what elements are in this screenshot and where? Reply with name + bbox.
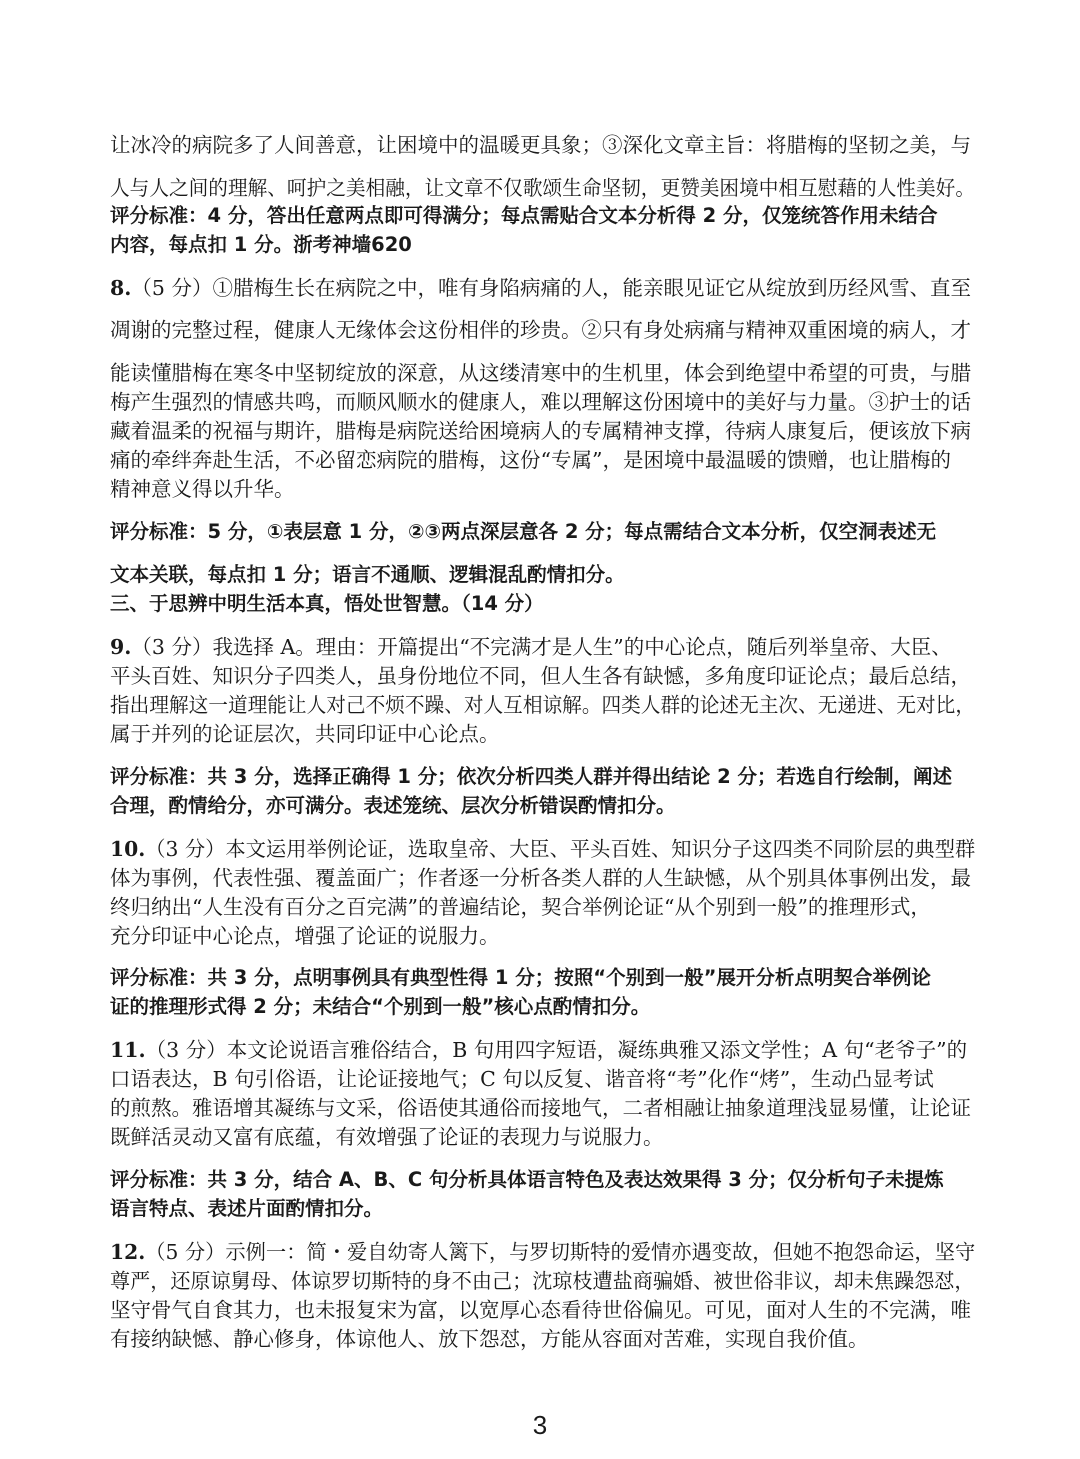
text-line xyxy=(110,690,975,720)
question-number: 8. xyxy=(110,276,132,300)
line-text: 平头百姓、知识分子四类人，虽身份地位不同，但人生各有缺憾，多角度印证论点；最后总结， xyxy=(110,664,971,688)
line-text: （3 分）本文论说语言雅俗结合，B 句用四字短语，凝练典雅又添文学性；A 句“老爷子”的 xyxy=(145,1038,968,1062)
line-text: 能读懂腊梅在寒冬中坚韧绽放的深意，从这缕清寒中的生机里，体会到绝望中希望的可贵，与腊 xyxy=(110,361,971,385)
text-line xyxy=(110,1324,869,1354)
page-number: 3 xyxy=(532,1410,548,1440)
text-line xyxy=(110,358,971,388)
answer-item-line xyxy=(110,834,975,864)
question-number: 12. xyxy=(110,1240,146,1264)
text-line xyxy=(110,474,295,504)
line-text: 证的推理形式得 2 分；未结合“个别到一般”核心点酌情扣分。 xyxy=(110,995,651,1018)
answer-item-line xyxy=(110,1035,967,1065)
line-text: 梅产生强烈的情感共鸣，而顺风顺水的健康人，难以理解这份困境中的美好与力量。③护士的话 xyxy=(110,390,971,414)
line-text: 藏着温柔的祝福与期许，腊梅是病院送给困境病人的专属精神支撑，待病人康复后，便该放下病 xyxy=(110,419,971,443)
line-text: 凋谢的完整过程，健康人无缘体会这份相伴的珍贵。②只有身处病痛与精神双重困境的病人，才 xyxy=(110,318,971,342)
text-line xyxy=(110,130,971,160)
scoring-criteria-line xyxy=(110,963,931,993)
line-text: 人与人之间的理解、呵护之美相融，让文章不仅歌颂生命坚韧，更赞美困境中相互慰藉的人性美好。 xyxy=(110,176,975,200)
line-text: 合理，酌情给分，亦可满分。表述笼统、层次分析错误酌情扣分。 xyxy=(110,794,676,817)
scoring-criteria-line xyxy=(110,1194,383,1224)
line-text: 语言特点、表述片面酌情扣分。 xyxy=(110,1197,384,1220)
line-text: 体为事例，代表性强、覆盖面广；作者逐一分析各类人群的人生缺憾，从个别具体事例出发，最 xyxy=(110,866,971,890)
text-line xyxy=(110,1122,664,1152)
line-text: 评分标准：共 3 分，结合 A、B、C 句分析具体语言特色及表达效果得 3 分；仅分析句子未提炼 xyxy=(110,1168,944,1191)
text-line xyxy=(110,661,971,691)
line-text: 让冰冷的病院多了人间善意，让困境中的温暖更具象；③深化文章主旨：将腊梅的坚韧之美，与 xyxy=(110,133,971,157)
line-text: 评分标准：5 分，①表层意 1 分，②③两点深层意各 2 分；每点需结合文本分析，仅空洞表述无 xyxy=(110,520,937,543)
scoring-criteria-line xyxy=(110,560,625,590)
line-text: 尊严，还原谅舅母、体谅罗切斯特的身不由己；沈琼枝遭盐商骗婚、被世俗非议，却未焦躁怨怼， xyxy=(110,1269,975,1293)
scoring-criteria-line xyxy=(110,791,676,821)
line-text: 三、于思辨中明生活本真，悟处世智慧。（14 分） xyxy=(110,592,544,615)
text-line xyxy=(110,387,971,417)
line-text: 内容，每点扣 1 分。浙考神墙620 xyxy=(110,233,412,256)
line-text: 评分标准：共 3 分，点明事例具有典型性得 1 分；按照“个别到一般”展开分析点明契合举例论 xyxy=(110,966,931,989)
scoring-criteria-line xyxy=(110,589,544,619)
text-line xyxy=(110,1093,971,1123)
answer-item-line xyxy=(110,1237,975,1267)
line-text: 的煎熬。雅语增其凝练与文采，俗语使其通俗而接地气，二者相融让抽象道理浅显易懂，让论证 xyxy=(110,1096,971,1120)
text-line xyxy=(110,892,931,922)
text-line xyxy=(110,315,971,345)
text-line xyxy=(110,921,500,951)
text-line xyxy=(110,1295,971,1325)
text-line xyxy=(110,445,951,475)
line-text: 评分标准：共 3 分，选择正确得 1 分；依次分析四类人群并得出结论 2 分；若选自行绘制，阐述 xyxy=(110,765,952,788)
line-text: （5 分）①腊梅生长在病院之中，唯有身陷病痛的人，能亲眼见证它从绽放到历经风雪、直至 xyxy=(131,276,971,300)
question-number: 11. xyxy=(110,1038,146,1062)
answer-item-line xyxy=(110,632,952,662)
line-text: 指出理解这一道理能让人对己不烦不躁、对人互相谅解。四类人群的论述无主次、无递进、无对比， xyxy=(110,693,975,717)
scoring-criteria-line xyxy=(110,517,936,547)
line-text: 文本关联，每点扣 1 分；语言不通顺、逻辑混乱酌情扣分。 xyxy=(110,563,625,586)
line-text: 精神意义得以升华。 xyxy=(110,477,295,501)
answer-item-line xyxy=(110,273,971,303)
scoring-criteria-line xyxy=(110,992,650,1022)
text-line xyxy=(110,416,971,446)
line-text: 有接纳缺憾、静心修身，体谅他人、放下怨怼，方能从容面对苦难，实现自我价值。 xyxy=(110,1327,869,1351)
line-text: （3 分）我选择 A。理由：开篇提出“不完满才是人生”的中心论点，随后列举皇帝、大臣、 xyxy=(131,635,952,659)
scoring-criteria-line xyxy=(110,230,412,260)
line-text: 口语表达，B 句引俗语，让论证接地气；C 句以反复、谐音将“考”化作“烤”，生动凸显考试 xyxy=(110,1067,934,1091)
line-text: 既鲜活灵动又富有底蕴，有效增强了论证的表现力与说服力。 xyxy=(110,1125,664,1149)
text-line xyxy=(110,719,500,749)
line-text: 评分标准：4 分，答出任意两点即可得满分；每点需贴合文本分析得 2 分，仅笼统答作用未结合 xyxy=(110,204,938,227)
scoring-criteria-line xyxy=(110,1165,944,1195)
line-text: 充分印证中心论点，增强了论证的说服力。 xyxy=(110,924,500,948)
text-line xyxy=(110,863,971,893)
line-text: 属于并列的论证层次，共同印证中心论点。 xyxy=(110,722,500,746)
text-line xyxy=(110,173,975,203)
text-line xyxy=(110,1266,975,1296)
line-text: （5 分）示例一：简・爱自幼寄人篱下，与罗切斯特的爱情亦遇变故，但她不抱怨命运，坚守 xyxy=(145,1240,976,1264)
question-number: 9. xyxy=(110,635,132,659)
line-text: 坚守骨气自食其力，也未报复宋为富，以宽厚心态看待世俗偏见。可见，面对人生的不完满，唯 xyxy=(110,1298,971,1322)
scoring-criteria-line xyxy=(110,762,952,792)
line-text: （3 分）本文运用举例论证，选取皇帝、大臣、平头百姓、知识分子这四类不同阶层的典型群 xyxy=(145,837,976,861)
line-text: 痛的牵绊奔赴生活，不必留恋病院的腊梅，这份“专属”，是困境中最温暖的馈赠，也让腊梅的 xyxy=(110,448,951,472)
text-line xyxy=(110,1064,934,1094)
line-text: 终归纳出“人生没有百分之百完满”的普遍结论，契合举例论证“从个别到一般”的推理形式， xyxy=(110,895,931,919)
scoring-criteria-line xyxy=(110,201,938,231)
question-number: 10. xyxy=(110,837,146,861)
